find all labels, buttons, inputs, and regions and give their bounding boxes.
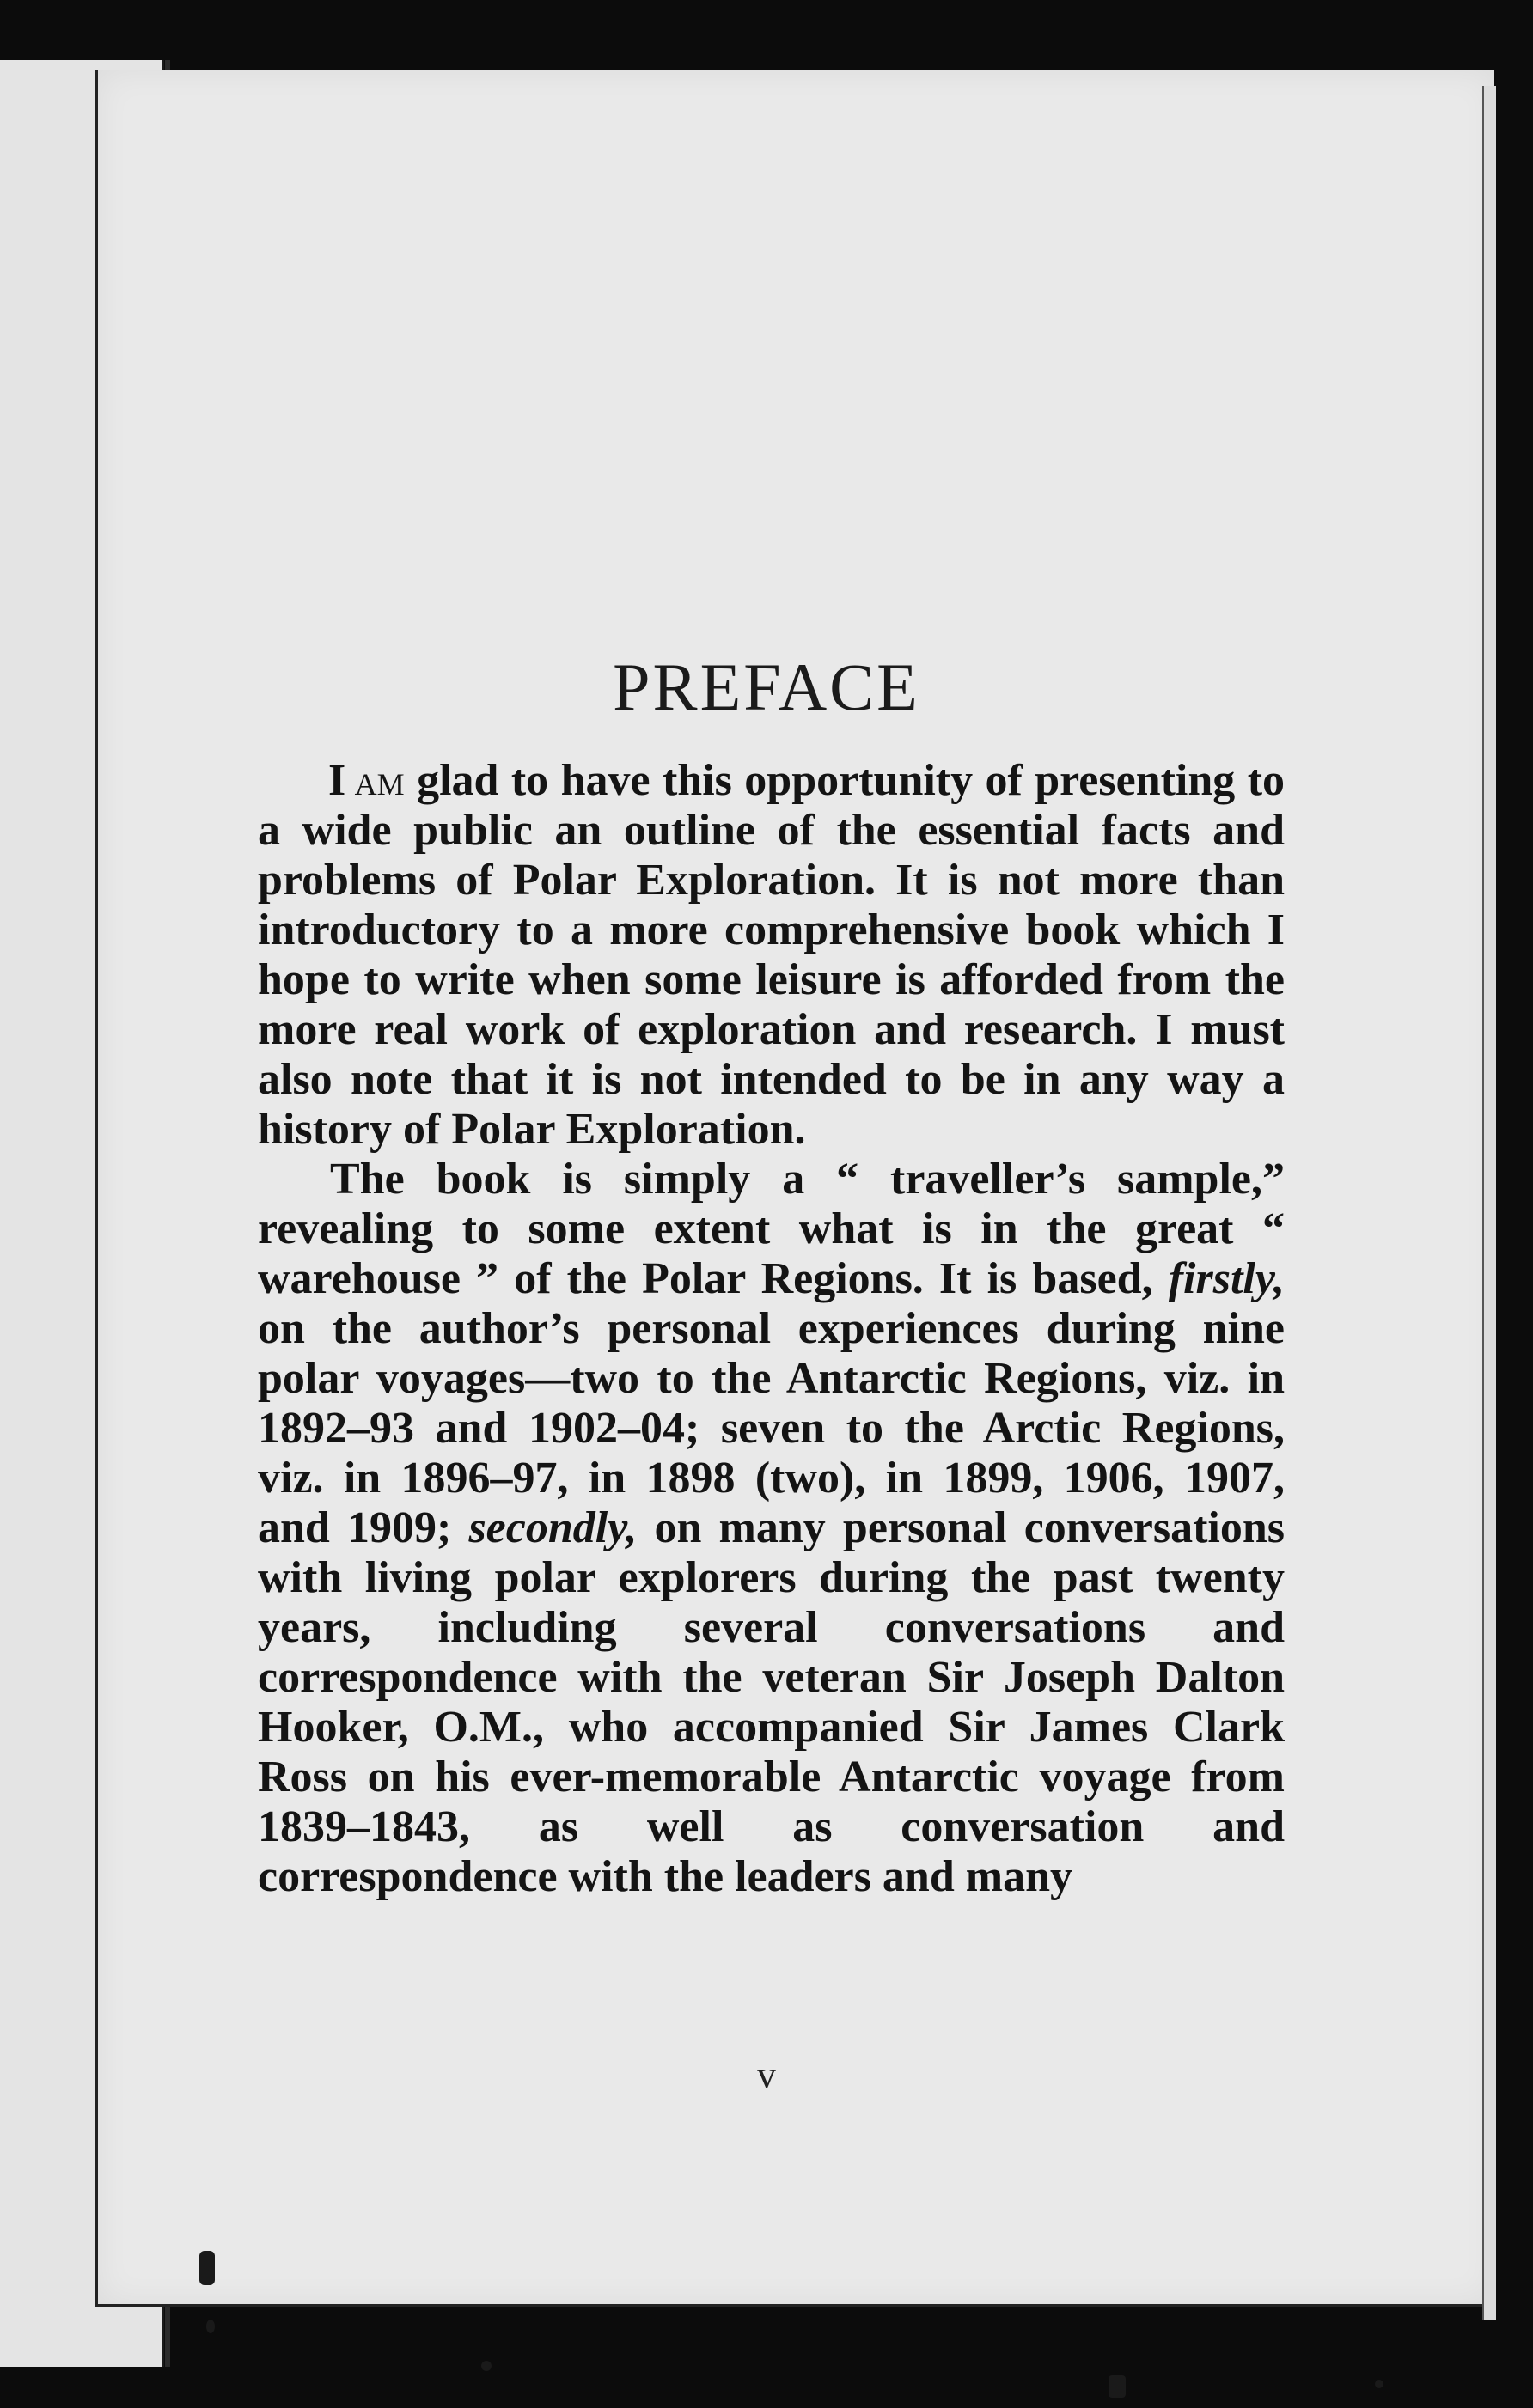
preface-paragraph-2 (258, 1155, 1285, 1902)
paragraph-text: on many personal conversations with living polar explorers during the past twenty years, including several conversations and correspondence with the veteran Sir Joseph Dalton Hooker, O.M., who accompanied Sir James Clark Ross on his ever-memorable Antarctic voyage from 1839–1843, as well as conversation and correspondence with the leaders and many (258, 1503, 1286, 1901)
page-number: v (757, 2054, 776, 2096)
preface-paragraph-1 (258, 756, 1285, 1155)
smallcaps-word: am (354, 756, 405, 805)
emphasis-firstly: firstly, (1168, 1254, 1286, 1303)
page-title: PREFACE (613, 649, 920, 724)
paragraph-text: The book is simply a “ traveller’s sample,” revealing to some extent what is in the great “ warehouse ” of the Polar Regions. It is based, (258, 1155, 1285, 1303)
paragraph-text: on the author’s personal experiences during nine polar voyages—two to the Antarctic Regions, viz. in 1892–93 and 1902–04; seven to the Arctic Regions, viz. in 1896–97, in 1898 (two), in 1899, 1906, 1907, and 1909; (258, 1304, 1285, 1552)
emphasis-secondly: secondly, (468, 1503, 638, 1552)
dropword: I (328, 756, 346, 805)
paragraph-text: glad to have this opportunity of presenting to a wide public an outline of the essential facts and problems of Polar Exploration. It is not more than introductory to a more comprehensive book which I hope to write when some leisure is afforded from the more real work of exploration and research. I must also note that it is not intended to be in any way a history of Polar Exploration. (258, 756, 1286, 1154)
preface-body (258, 756, 1285, 1902)
page-edge-right (1482, 86, 1496, 2320)
